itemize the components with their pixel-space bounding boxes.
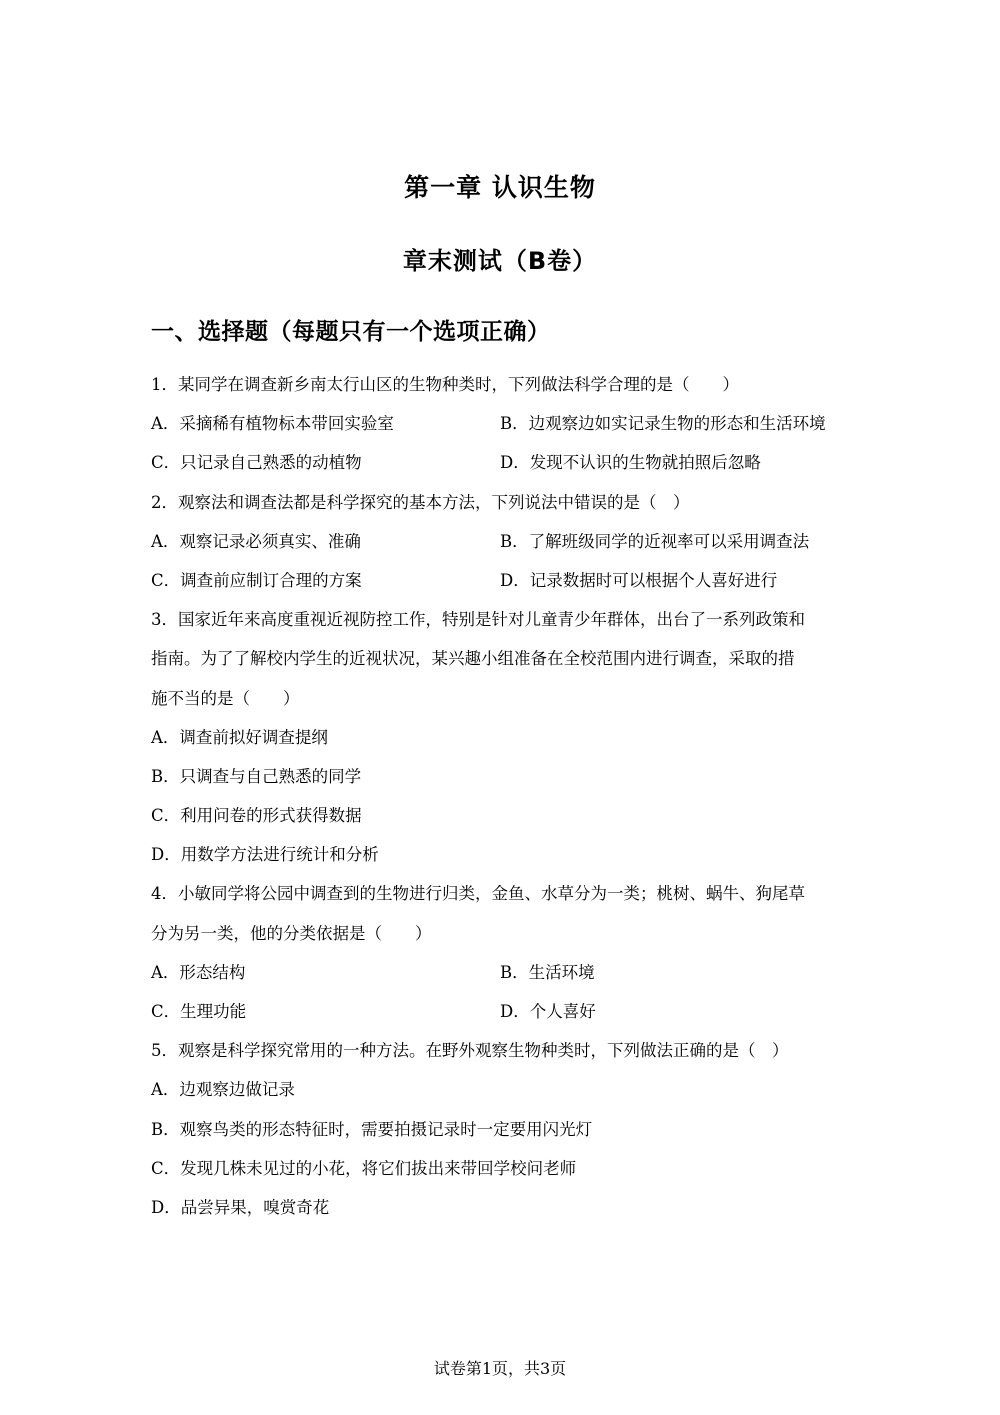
question-stem: 1．某同学在调查新乡南太行山区的生物种类时，下列做法科学合理的是（ ） <box>151 375 739 394</box>
option-d: D．品尝异果，嗅赏奇花 <box>151 1197 330 1217</box>
option-a: A．观察记录必须真实、准确 <box>151 531 361 551</box>
question-stem-continued: 施不当的是（ ） <box>151 688 300 708</box>
option-row <box>151 568 851 607</box>
option-a: A．形态结构 <box>151 962 246 982</box>
question-stem: 4．小敏同学将公园中调查到的生物进行归类，金鱼、水草分为一类；桃树、蜗牛、狗尾草 <box>151 884 805 904</box>
option-a: A．边观察边做记录 <box>151 1080 295 1100</box>
option-d: D．发现不认识的生物就拍照后忽略 <box>500 453 761 473</box>
question-5 <box>151 1038 851 1234</box>
option-b: B．观察鸟类的形态特征时，需要拍摄记录时一定要用闪光灯 <box>151 1119 593 1139</box>
section-heading: 一、选择题（每题只有一个选项正确） <box>151 319 551 345</box>
option-c: C．利用问卷的形式获得数据 <box>151 806 362 826</box>
option-d: D．用数学方法进行统计和分析 <box>151 845 379 865</box>
option-c: C．生理功能 <box>151 1002 247 1021</box>
question-stem: 5．观察是科学探究常用的一种方法。在野外观察生物种类时，下列做法正确的是（ ） <box>151 1041 789 1061</box>
question-1 <box>151 372 851 490</box>
question-stem: 2．观察法和调查法都是科学探究的基本方法，下列说法中错误的是（ ） <box>151 492 690 512</box>
option-row <box>151 411 851 450</box>
option-c: C．发现几株未见过的小花，将它们拔出来带回学校问老师 <box>151 1158 577 1178</box>
question-stem-continued: 指南。为了了解校内学生的近视状况，某兴趣小组准备在全校范围内进行调查，采取的措 <box>151 649 795 669</box>
option-b: B．只调查与自己熟悉的同学 <box>151 766 362 786</box>
question-2 <box>151 490 851 608</box>
option-row <box>151 960 851 999</box>
option-row <box>151 999 851 1038</box>
option-d: D．个人喜好 <box>500 1002 596 1021</box>
option-a: A．采摘稀有植物标本带回实验室 <box>151 414 394 434</box>
option-row <box>151 450 851 489</box>
option-b: B．生活环境 <box>500 962 595 982</box>
option-d: D．记录数据时可以根据个人喜好进行 <box>500 570 778 590</box>
question-4 <box>151 881 851 1038</box>
option-c: C．只记录自己熟悉的动植物 <box>151 453 362 473</box>
option-c: C．调查前应制订合理的方案 <box>151 570 362 590</box>
question-3 <box>151 607 851 881</box>
question-stem: 3．国家近年来高度重视近视防控工作，特别是针对儿童青少年群体，出台了一系列政策和 <box>151 610 805 630</box>
option-a: A．调查前拟好调查提纲 <box>151 727 328 747</box>
option-b: B．边观察边如实记录生物的形态和生活环境 <box>500 414 826 434</box>
chapter-title: 第一章 认识生物 <box>404 173 596 202</box>
question-list <box>151 372 851 1234</box>
option-row <box>151 529 851 568</box>
question-stem-continued: 分为另一类，他的分类依据是（ ） <box>151 923 432 943</box>
test-subtitle: 章末测试（B卷） <box>402 247 598 275</box>
page-footer: 试卷第1页，共3页 <box>433 1359 567 1378</box>
option-b: B．了解班级同学的近视率可以采用调查法 <box>500 531 810 551</box>
